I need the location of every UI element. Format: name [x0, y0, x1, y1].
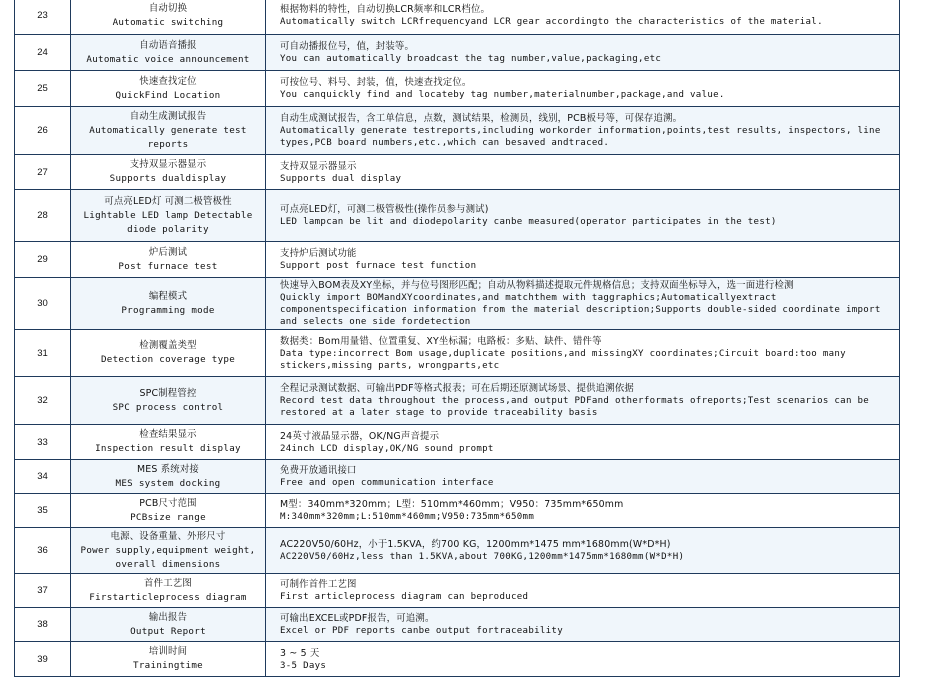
feature-description-en: LED lampcan be lit and diodepolarity canbe measured(operator participates in the test): [280, 217, 777, 227]
feature-description-en: Automatically generate testreports,including workorder information,points,test results, inspectors, line types,PCB board numbers,etc.,which can besaved andtraced.: [280, 126, 881, 148]
feature-name-en: Automatically generate test reports: [89, 124, 247, 150]
table-row: [15, 528, 900, 574]
feature-name-cn: 炉后测试: [148, 246, 188, 258]
row-number: 32: [15, 377, 71, 425]
feature-description-cn: 支持双显示器显示: [280, 160, 357, 172]
table-row: [15, 242, 900, 278]
feature-name-cn: 快速查找定位: [139, 75, 197, 87]
feature-description-cell: [266, 494, 900, 528]
feature-description-cell: [266, 242, 900, 278]
feature-description-cn: 3 ~ 5 天: [280, 647, 320, 659]
feature-description-cn: 24英寸液晶显示器，OK/NG声音提示: [280, 430, 440, 442]
feature-name-cell: [71, 35, 266, 71]
feature-name-cell: [71, 460, 266, 494]
feature-description-en: You can automatically broadcast the tag number,value,packaging,etc: [280, 54, 662, 64]
row-number: 29: [15, 242, 71, 278]
feature-description-en: Data type:incorrect Bom usage,duplicate positions,and missingXY coordinates;Circuit board:too many stickers,missing parts, wrongparts,etc: [280, 348, 846, 371]
feature-name-en: Supports dualdisplay: [109, 173, 227, 184]
feature-name-cn: 检测覆盖类型: [139, 340, 197, 351]
feature-name-en: Lightable LED lamp Detectable diode polarity: [83, 209, 253, 235]
row-number: 35: [15, 494, 71, 528]
feature-description-en: AC220V50/60Hz,less than 1.5KVA,about 700KG,1200mm*1475mm*1680mm(W*D*H): [280, 552, 685, 562]
feature-name-en: SPC process control: [112, 401, 224, 413]
feature-name-cell: [71, 107, 266, 155]
table-row: [15, 107, 900, 155]
feature-description-cn: 可按位号、料号、封装，值，快速查找定位。: [280, 77, 472, 88]
row-number: 34: [15, 460, 71, 494]
feature-name-cell: [71, 494, 266, 528]
row-number: 37: [15, 574, 71, 608]
feature-name-en: Programming mode: [121, 304, 215, 316]
feature-name-cn: PCB尺寸范围: [139, 497, 197, 509]
feature-name-cn: SPC制程管控: [139, 387, 197, 399]
feature-description-cell: [266, 107, 900, 155]
table-row: [15, 608, 900, 642]
feature-description-cell: [266, 642, 900, 677]
table-row: [15, 278, 900, 330]
table-row: [15, 494, 900, 528]
feature-description-cn: 支持炉后测试功能: [280, 248, 357, 259]
row-number: 25: [15, 71, 71, 107]
feature-description-cell: [266, 71, 900, 107]
feature-name-cn: 培训时间: [148, 646, 188, 657]
feature-description-cn: 数据类：Bom用量错、位置重复、XY坐标漏；电路板：多贴、缺件、错件等: [280, 335, 602, 347]
feature-description-en: Automatically switch LCRfrequencyand LCR gear accordingto the characteristics of the material.: [280, 17, 823, 27]
feature-name-cell: [71, 377, 266, 425]
feature-description-en: 24inch LCD display,OK/NG sound prompt: [280, 443, 494, 454]
row-number: 33: [15, 425, 71, 460]
feature-name-en: Post furnace test: [118, 260, 218, 272]
feature-name-en: Detection coverage type: [100, 354, 236, 365]
feature-description-cn: 可输出EXCEL或PDF报告，可追溯。: [280, 613, 435, 624]
feature-description-en: Record test data throughout the process,and output PDFand otherformats ofreports;Test scenarios can be restored at a later stage to provide traceability basis: [280, 396, 870, 418]
feature-name-en: Automatic switching: [112, 16, 224, 28]
feature-name-cn: 支持双显示器显示: [129, 159, 207, 170]
feature-description-cell: [266, 330, 900, 377]
feature-description-cell: [266, 190, 900, 242]
table-row: [15, 190, 900, 242]
feature-name-cn: 自动切换: [148, 2, 188, 14]
feature-description-en: Support post furnace test function: [280, 261, 477, 271]
feature-name-en: Firstarticleprocess diagram: [89, 591, 247, 603]
row-number: 24: [15, 35, 71, 71]
feature-name-cell: [71, 574, 266, 608]
feature-name-en: MES system docking: [115, 477, 221, 489]
feature-name-cell: [71, 242, 266, 278]
feature-description-cn: 可自动播报位号，值，封装等。: [280, 41, 415, 52]
feature-description-cn: 可点亮LED灯，可测二极管极性(操作员参与测试): [280, 204, 489, 215]
feature-name-cell: [71, 608, 266, 642]
feature-description-cn: 可制作首件工艺图: [280, 579, 357, 590]
table-row: [15, 155, 900, 190]
feature-description-cell: [266, 35, 900, 71]
table-row: [15, 642, 900, 677]
table-row: [15, 460, 900, 494]
feature-name-cell: [71, 155, 266, 190]
feature-description-cell: [266, 278, 900, 330]
feature-description-cn: 全程记录测试数据、可输出PDF等格式报表；可在后期还原测试场景、提供追溯依据: [280, 383, 634, 394]
row-number: 28: [15, 190, 71, 242]
feature-description-cell: [266, 460, 900, 494]
feature-description-en: Excel or PDF reports canbe output fortraceability: [280, 626, 563, 636]
row-number: 36: [15, 528, 71, 574]
feature-name-en: QuickFind Location: [115, 89, 221, 101]
feature-name-cn: 编程模式: [148, 290, 188, 302]
feature-description-en: Supports dual display: [280, 173, 402, 184]
feature-name-en: Output Report: [130, 625, 206, 637]
table-row: [15, 35, 900, 71]
feature-description-cell: [266, 425, 900, 460]
table-row: [15, 377, 900, 425]
feature-name-cell: [71, 528, 266, 574]
row-number: 31: [15, 330, 71, 377]
feature-description-cell: [266, 0, 900, 35]
table-row: [15, 0, 900, 35]
spec-table-body: [15, 0, 900, 677]
feature-name-cell: [71, 330, 266, 377]
feature-name-cell: [71, 425, 266, 460]
feature-name-cell: [71, 642, 266, 677]
feature-name-cell: [71, 190, 266, 242]
feature-description-cell: [266, 608, 900, 642]
feature-description-cn: M型：340mm*320mm；L型：510mm*460mm；V950：735mm*650mm: [280, 499, 624, 510]
feature-name-cell: [71, 71, 266, 107]
table-row: [15, 574, 900, 608]
row-number: 26: [15, 107, 71, 155]
row-number: 38: [15, 608, 71, 642]
row-number: 27: [15, 155, 71, 190]
table-row: [15, 71, 900, 107]
spec-table: [14, 0, 900, 677]
feature-description-en: Quickly import BOMandXYcoordinates,and matchthem with taggraphics;Automaticallyextract componentspecification information from the material description;Supports double-sided coordinate import and selects one side fordetection: [280, 293, 881, 327]
feature-description-cn: AC220V50/60Hz，小于1.5KVA，约700 KG，1200mm*1475 mm*1680mm(W*D*H): [280, 539, 671, 550]
row-number: 23: [15, 0, 71, 35]
table-row: [15, 330, 900, 377]
feature-name-cn: MES 系统对接: [136, 463, 200, 475]
feature-name-en: Trainingtime: [133, 660, 203, 671]
feature-name-en: Power supply,equipment weight, overall dimensions: [80, 544, 256, 570]
feature-description-en: You canquickly find and locateby tag number,materialnumber,package,and value.: [280, 90, 725, 100]
feature-description-cell: [266, 574, 900, 608]
feature-description-cell: [266, 377, 900, 425]
feature-name-cell: [71, 278, 266, 330]
feature-name-cn: 输出报告: [148, 611, 188, 623]
feature-name-cn: 可点亮LED灯 可测二极管极性: [104, 195, 232, 207]
feature-name-cell: [71, 0, 266, 35]
feature-name-cn: 电源、设备重量、外形尺寸: [110, 530, 226, 542]
feature-name-en: PCBsize range: [130, 511, 206, 523]
feature-description-en: 3-5 Days: [280, 660, 327, 671]
feature-name-cn: 首件工艺图: [144, 577, 192, 589]
feature-description-en: Free and open communication interface: [280, 478, 494, 488]
feature-name-cn: 自动语音播报: [139, 39, 197, 51]
feature-name-en: Automatic voice announcement: [86, 53, 250, 65]
feature-description-en: First articleprocess diagram can beproduced: [280, 592, 529, 602]
feature-description-cn: 免费开放通讯接口: [280, 465, 357, 476]
feature-description-cn: 快速导入BOM表及XY坐标，并与位号图形匹配；自动从物料描述提取元件规格信息；支持双面坐标导入，选一面进行检测: [280, 280, 794, 291]
feature-description-cn: 自动生成测试报告，含工单信息，点数，测试结果，检测员，线别，PCB板号等，可保存追溯。: [280, 113, 683, 124]
feature-name-cn: 自动生成测试报告: [129, 110, 207, 122]
feature-description-cell: [266, 528, 900, 574]
feature-description-cell: [266, 155, 900, 190]
feature-name-cn: 检查结果显示: [139, 429, 197, 440]
feature-description-cn: 根据物料的特性，自动切换LCR频率和LCR档位。: [280, 4, 491, 15]
feature-name-en: Inspection result display: [95, 443, 241, 454]
row-number: 30: [15, 278, 71, 330]
table-row: [15, 425, 900, 460]
row-number: 39: [15, 642, 71, 677]
feature-description-en: M:340mm*320mm;L:510mm*460mm;V950:735mm*650mm: [280, 512, 535, 522]
